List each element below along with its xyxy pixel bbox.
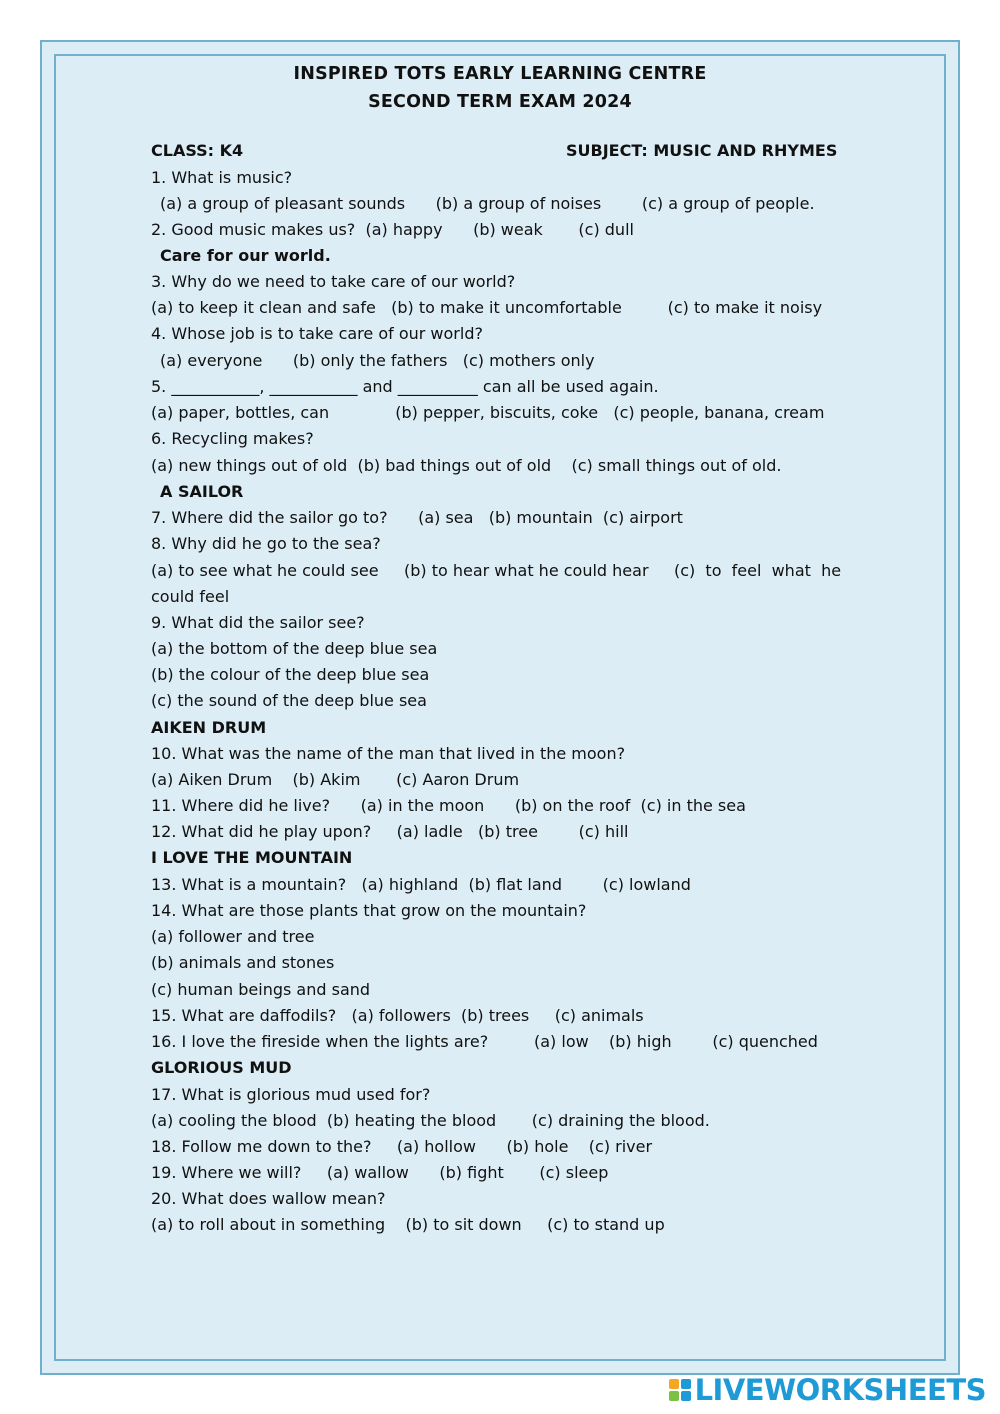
question-15: 15. What are daffodils? (a) followers (b) trees (c) animals [151,1006,644,1025]
question-2: 2. Good music makes us? (a) happy (b) weak (c) dull [151,220,634,239]
question-7: 7. Where did the sailor go to? (a) sea (b) mountain (c) airport [151,508,683,527]
question-11: 11. Where did he live? (a) in the moon (b) on the roof (c) in the sea [151,796,746,815]
question-4: 4. Whose job is to take care of our world? [151,324,483,343]
question-20: 20. What does wallow mean? [151,1189,386,1208]
options-8: (a) to see what he could see (b) to hear what he could hear (c) to feel what he [151,561,842,580]
option-9b: (b) the colour of the deep blue sea [151,665,430,684]
logo-text: LIVEWORKSHEETS [694,1373,986,1407]
question-5: 5. ___________, ___________ and __________ can all be used again. [151,377,659,396]
section-heading-world: Care for our world. [160,246,331,265]
section-heading-aiken: AIKEN DRUM [151,718,267,737]
question-6: 6. Recycling makes? [151,429,314,448]
options-1: (a) a group of pleasant sounds (b) a group of noises (c) a group of people. [160,194,815,213]
options-5: (a) paper, bottles, can (b) pepper, biscuits, coke (c) people, banana, cream [151,403,825,422]
question-9: 9. What did the sailor see? [151,613,365,632]
question-1: 1. What is music? [151,168,293,187]
question-19: 19. Where we will? (a) wallow (b) fight (c) sleep [151,1163,609,1182]
question-17: 17. What is glorious mud used for? [151,1085,431,1104]
option-9a: (a) the bottom of the deep blue sea [151,639,438,658]
options-6: (a) new things out of old (b) bad things out of old (c) small things out of old. [151,456,782,475]
school-title: INSPIRED TOTS EARLY LEARNING CENTRE [293,64,707,84]
options-10: (a) Aiken Drum (b) Akim (c) Aaron Drum [151,770,520,789]
question-13: 13. What is a mountain? (a) highland (b) flat land (c) lowland [151,875,691,894]
exam-title: SECOND TERM EXAM 2024 [368,92,632,112]
question-12: 12. What did he play upon? (a) ladle (b) tree (c) hill [151,822,629,841]
question-8: 8. Why did he go to the sea? [151,534,381,553]
option-14b: (b) animals and stones [151,953,335,972]
question-10: 10. What was the name of the man that lived in the moon? [151,744,626,763]
question-14: 14. What are those plants that grow on the mountain? [151,901,587,920]
options-17: (a) cooling the blood (b) heating the blood (c) draining the blood. [151,1111,710,1130]
section-heading-mud: GLORIOUS MUD [151,1058,292,1077]
section-heading-sailor: A SAILOR [160,482,244,501]
logo-icon [669,1379,691,1401]
liveworksheets-logo [669,1372,986,1408]
question-3: 3. Why do we need to take care of our world? [151,272,516,291]
options-3: (a) to keep it clean and safe (b) to make it uncomfortable (c) to make it noisy [151,298,823,317]
option-14c: (c) human beings and sand [151,980,371,999]
section-heading-mountain: I LOVE THE MOUNTAIN [151,848,353,867]
class-label: CLASS: K4 [151,141,244,160]
question-18: 18. Follow me down to the? (a) hollow (b) hole (c) river [151,1137,653,1156]
option-14a: (a) follower and tree [151,927,315,946]
subject-label: SUBJECT: MUSIC AND RHYMES [566,141,838,160]
options-4: (a) everyone (b) only the fathers (c) mothers only [160,351,595,370]
options-20: (a) to roll about in something (b) to sit down (c) to stand up [151,1215,665,1234]
option-9c: (c) the sound of the deep blue sea [151,691,427,710]
options-8-cont: could feel [151,587,230,606]
question-16: 16. I love the fireside when the lights are? (a) low (b) high (c) quenched [151,1032,818,1051]
